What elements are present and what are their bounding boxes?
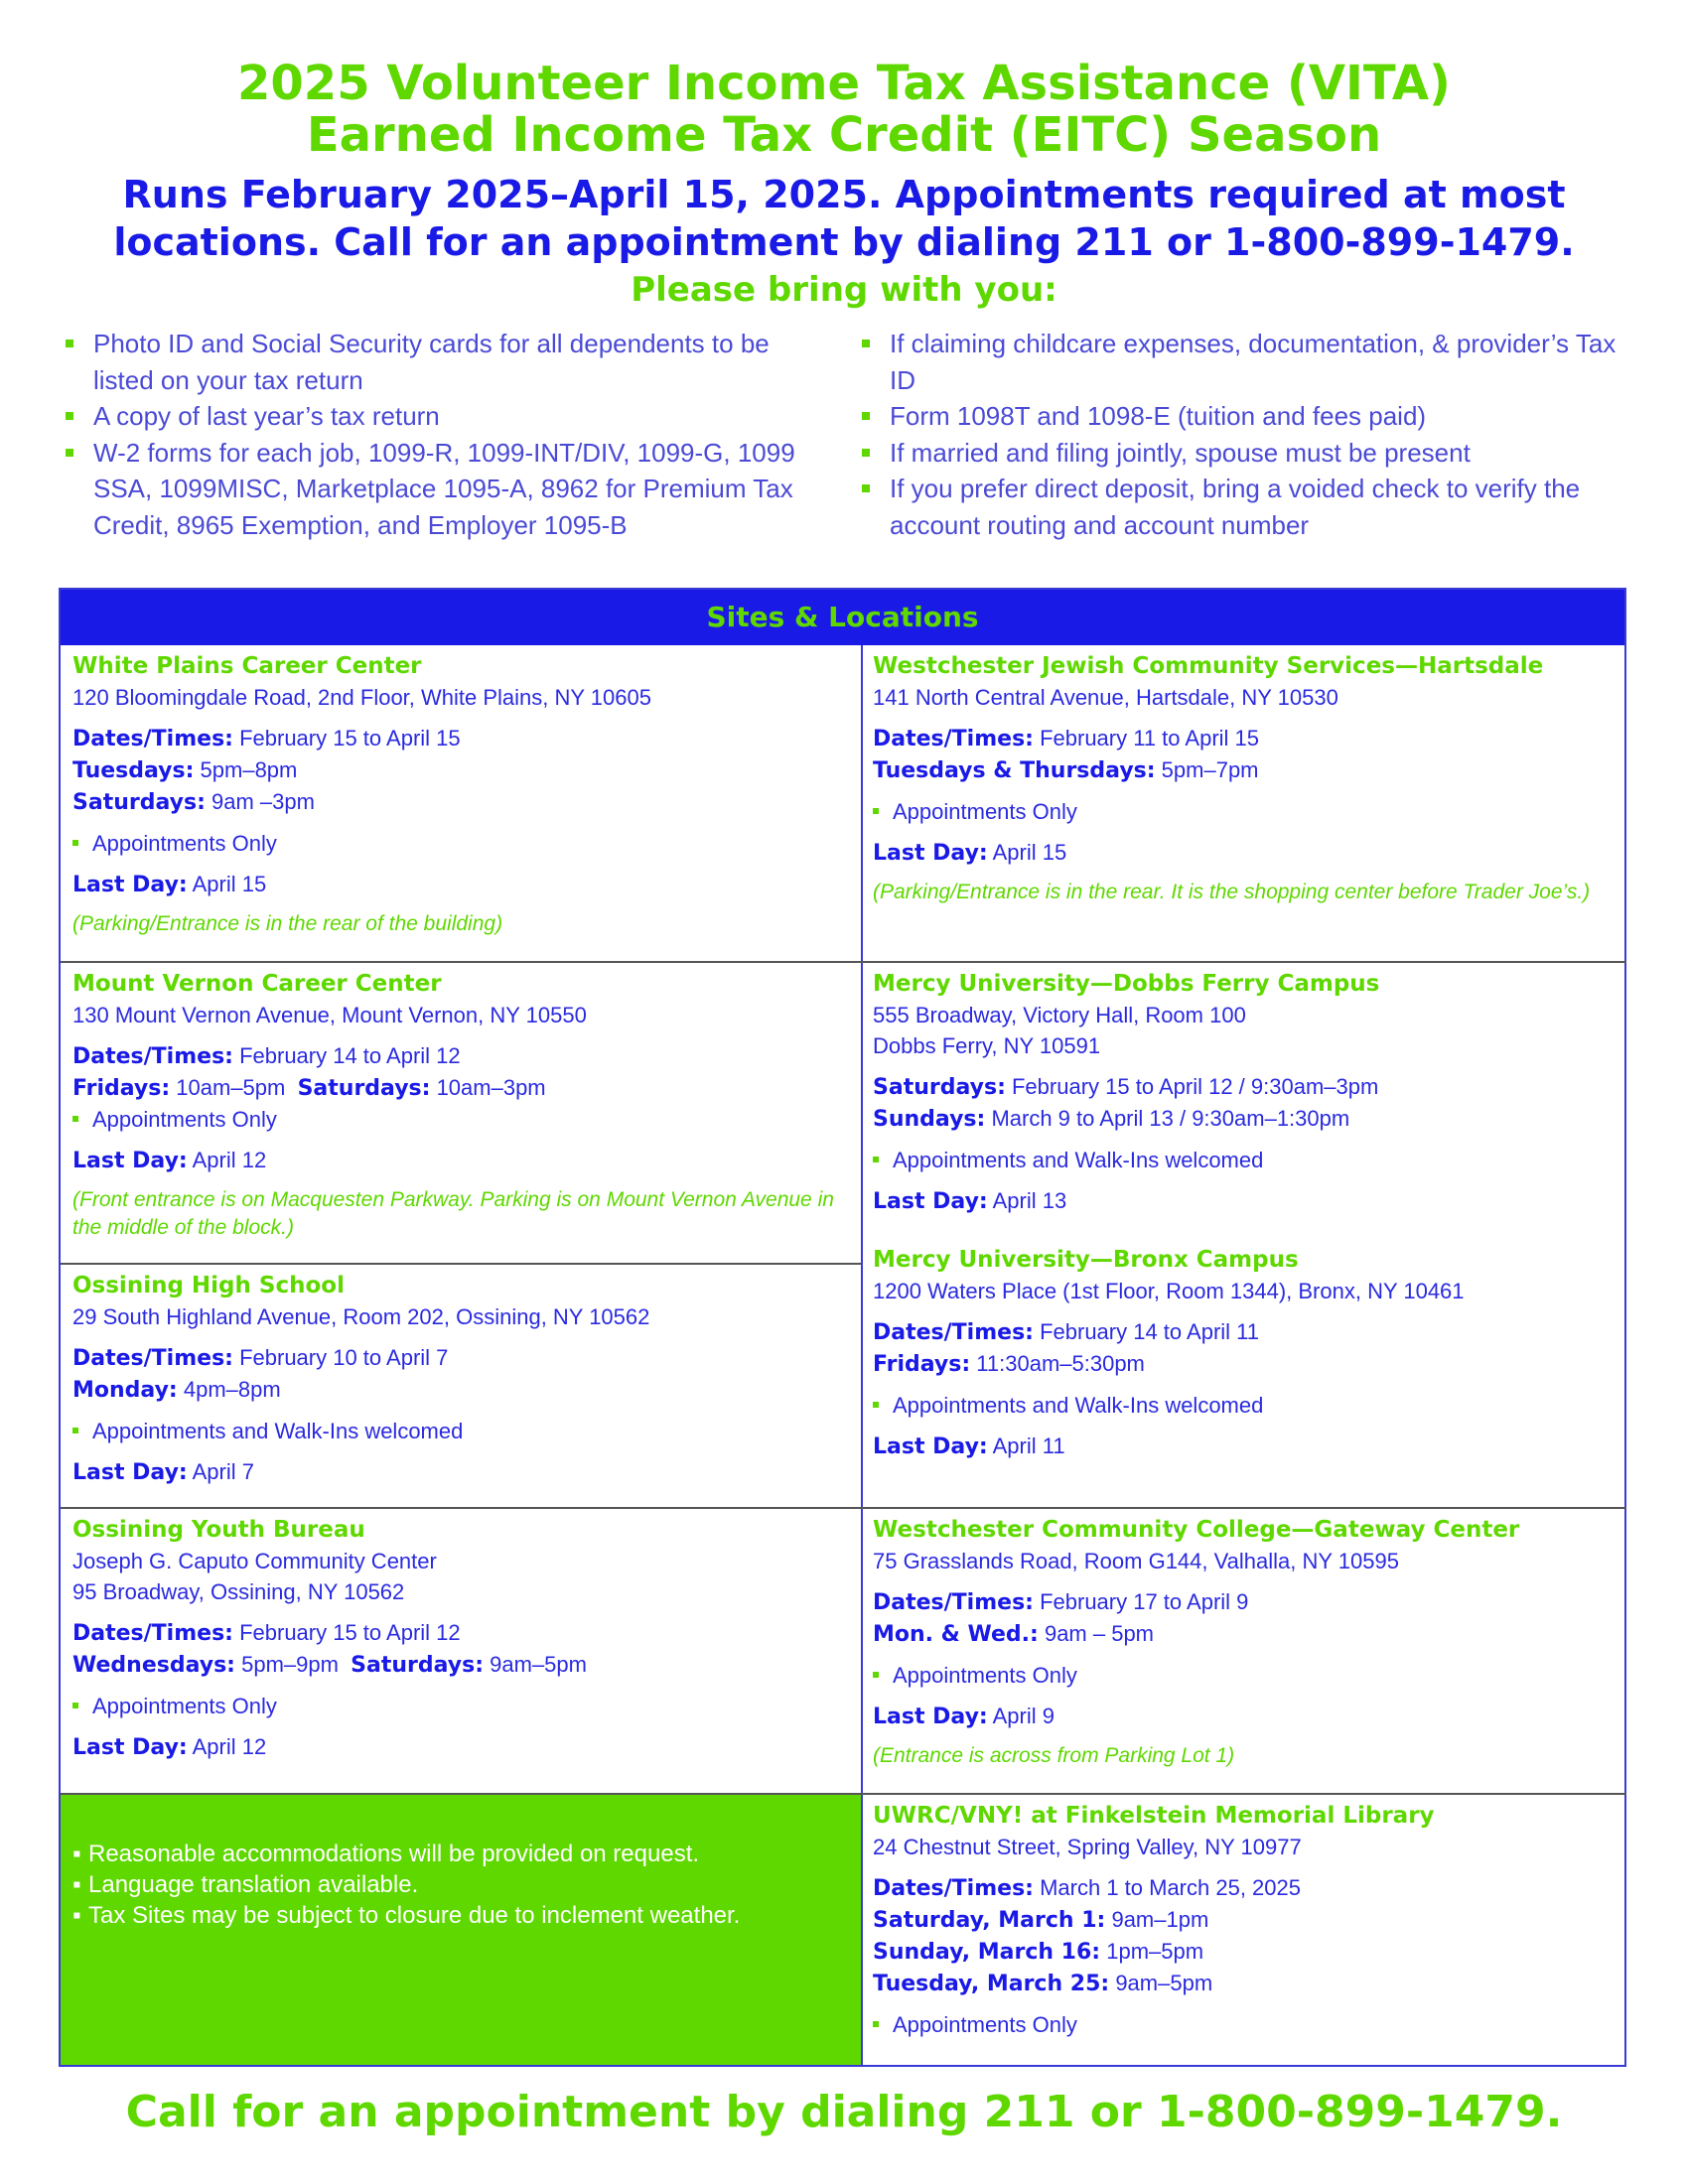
site-hours: Sundays: March 9 to April 13 / 9:30am–1:30pm <box>873 1106 1350 1132</box>
site-ossining-youth-bureau <box>72 1515 852 1763</box>
site-hours: Mon. & Wed.: 9am – 5pm <box>873 1621 1155 1647</box>
site-hours: Saturday, March 1: 9am–1pm <box>873 1907 1209 1933</box>
site-address: 130 Mount Vernon Avenue, Mount Vernon, NY 10550 <box>72 1003 587 1027</box>
site-appointment: Appointments Only <box>873 1660 1618 1691</box>
site-last-day: Last Day: April 15 <box>873 840 1067 866</box>
site-note: (Parking/Entrance is in the rear of the building) <box>72 912 503 935</box>
site-name: Mount Vernon Career Center <box>72 971 442 997</box>
notice-list <box>72 1839 740 1931</box>
notice-item: ▪ Reasonable accommodations will be provided on request. <box>72 1839 740 1869</box>
site-address: 141 North Central Avenue, Hartsdale, NY 10530 <box>873 685 1338 710</box>
site-hours: Monday: 4pm–8pm <box>72 1377 281 1403</box>
site-ossining-high-school <box>72 1271 852 1488</box>
site-name: Mercy University—Dobbs Ferry Campus <box>873 971 1380 997</box>
runs-line-1: Runs February 2025–April 15, 2025. Appointments required at most <box>122 173 1566 216</box>
bring-item: If you prefer direct deposit, bring a voided check to verify the account routing and account number <box>862 471 1636 543</box>
title-line-1: 2025 Volunteer Income Tax Assistance (VITA) <box>237 56 1451 111</box>
site-address: 95 Broadway, Ossining, NY 10562 <box>72 1579 405 1604</box>
site-white-plains <box>72 651 852 938</box>
site-dates: Dates/Times: February 10 to April 7 <box>72 1345 449 1371</box>
site-bronx <box>873 1245 1618 1462</box>
site-hours: Tuesdays & Thursdays: 5pm–7pm <box>873 757 1259 783</box>
site-last-day: Last Day: April 12 <box>72 1734 267 1760</box>
bring-item: If married and filing jointly, spouse must be present <box>862 435 1636 472</box>
notice-box <box>61 1795 861 2065</box>
site-last-day: Last Day: April 7 <box>72 1459 254 1485</box>
site-appointment: Appointments and Walk-Ins welcomed <box>72 1416 852 1446</box>
notice-item: ▪ Tax Sites may be subject to closure due to inclement weather. <box>72 1900 740 1931</box>
site-hours: Tuesdays: 5pm–8pm <box>72 757 298 783</box>
footer-call-to-action: Call for an appointment by dialing 211 or 1-800-899-1479. <box>125 2087 1563 2137</box>
site-name: Westchester Jewish Community Services—Hartsdale <box>873 653 1544 679</box>
column-divider <box>861 645 863 2065</box>
site-address: 75 Grasslands Road, Room G144, Valhalla, NY 10595 <box>873 1549 1399 1573</box>
site-hartsdale <box>873 651 1618 906</box>
site-hours: Fridays: 10am–5pm Saturdays: 10am–3pm <box>72 1075 546 1101</box>
site-address: 24 Chestnut Street, Spring Valley, NY 10977 <box>873 1835 1302 1859</box>
row-divider <box>61 1507 1626 1509</box>
site-hours: Fridays: 11:30am–5:30pm <box>873 1351 1145 1377</box>
site-mount-vernon <box>72 969 852 1242</box>
row-divider <box>61 961 1626 963</box>
site-hours: Sunday, March 16: 1pm–5pm <box>873 1939 1204 1965</box>
site-dobbs-ferry <box>873 969 1618 1217</box>
title-line-2: Earned Income Tax Credit (EITC) Season <box>306 107 1382 163</box>
site-address: 555 Broadway, Victory Hall, Room 100 <box>873 1003 1246 1027</box>
site-dates: Dates/Times: March 1 to March 25, 2025 <box>873 1875 1301 1901</box>
site-dates: Dates/Times: February 14 to April 12 <box>72 1043 461 1069</box>
site-dates: Dates/Times: February 14 to April 11 <box>873 1319 1260 1345</box>
bring-list-right <box>862 326 1636 543</box>
site-appointment: Appointments Only <box>873 2009 1618 2040</box>
site-dates: Dates/Times: February 17 to April 9 <box>873 1589 1249 1615</box>
bring-item: If claiming childcare expenses, documentation, & provider’s Tax ID <box>862 326 1636 398</box>
bring-item: Photo ID and Social Security cards for all dependents to be listed on your tax return <box>66 326 830 398</box>
site-note: (Entrance is across from Parking Lot 1) <box>873 1744 1235 1767</box>
site-finkelstein-library <box>873 1801 1618 2040</box>
row-divider <box>61 1263 861 1265</box>
site-appointment: Appointments Only <box>873 796 1618 827</box>
notice-item: ▪ Language translation available. <box>72 1869 740 1900</box>
site-last-day: Last Day: April 13 <box>873 1188 1067 1214</box>
site-hours: Saturdays: 9am –3pm <box>72 789 315 815</box>
site-hours: Wednesdays: 5pm–9pm Saturdays: 9am–5pm <box>72 1652 587 1678</box>
site-name: UWRC/VNY! at Finkelstein Memorial Library <box>873 1803 1435 1829</box>
bring-heading: Please bring with you: <box>631 270 1057 310</box>
site-address: 120 Bloomingdale Road, 2nd Floor, White Plains, NY 10605 <box>72 685 651 710</box>
sites-table <box>59 588 1626 2067</box>
site-address: Dobbs Ferry, NY 10591 <box>873 1033 1101 1058</box>
site-hours: Tuesday, March 25: 9am–5pm <box>873 1971 1213 1996</box>
site-name: White Plains Career Center <box>72 653 422 679</box>
site-dates: Dates/Times: February 15 to April 15 <box>72 726 461 751</box>
bring-item: Form 1098T and 1098-E (tuition and fees paid) <box>862 398 1636 435</box>
site-appointment: Appointments Only <box>72 828 852 859</box>
site-dates: Dates/Times: February 11 to April 15 <box>873 726 1260 751</box>
site-address: 29 South Highland Avenue, Room 202, Ossining, NY 10562 <box>72 1304 650 1329</box>
runs-line-2: locations. Call for an appointment by dialing 211 or 1-800-899-1479. <box>113 220 1575 264</box>
site-appointment: Appointments and Walk-Ins welcomed <box>873 1390 1618 1421</box>
site-last-day: Last Day: April 11 <box>873 1433 1065 1459</box>
site-appointment: Appointments Only <box>72 1104 852 1135</box>
site-dates: Dates/Times: February 15 to April 12 <box>72 1620 461 1646</box>
site-appointment: Appointments and Walk-Ins welcomed <box>873 1145 1618 1175</box>
sites-table-heading: Sites & Locations <box>61 590 1624 645</box>
site-last-day: Last Day: April 9 <box>873 1704 1055 1729</box>
site-last-day: Last Day: April 12 <box>72 1148 267 1173</box>
site-note: (Parking/Entrance is in the rear. It is the shopping center before Trader Joe’s.) <box>873 881 1591 903</box>
site-hours: Saturdays: February 15 to April 12 / 9:30am–3pm <box>873 1074 1379 1100</box>
site-name: Westchester Community College—Gateway Center <box>873 1517 1520 1543</box>
bring-list-left <box>66 326 830 543</box>
site-wcc-gateway <box>873 1515 1618 1770</box>
site-name: Ossining High School <box>72 1273 345 1298</box>
site-last-day: Last Day: April 15 <box>72 872 267 897</box>
site-appointment: Appointments Only <box>72 1691 852 1721</box>
site-name: Mercy University—Bronx Campus <box>873 1247 1299 1273</box>
site-address: Joseph G. Caputo Community Center <box>72 1549 437 1573</box>
bring-item: W-2 forms for each job, 1099-R, 1099-INT/DIV, 1099-G, 1099 SSA, 1099MISC, Marketplace 1095-A, 8962 for Premium Tax Credit, 8965 Exemption, and Employer 1095-B <box>66 435 830 544</box>
bring-item: A copy of last year’s tax return <box>66 398 830 435</box>
site-note: (Front entrance is on Macquesten Parkway. Parking is on Mount Vernon Avenue in the middle of the block.) <box>72 1188 834 1239</box>
site-name: Ossining Youth Bureau <box>72 1517 365 1543</box>
site-address: 1200 Waters Place (1st Floor, Room 1344), Bronx, NY 10461 <box>873 1279 1465 1303</box>
